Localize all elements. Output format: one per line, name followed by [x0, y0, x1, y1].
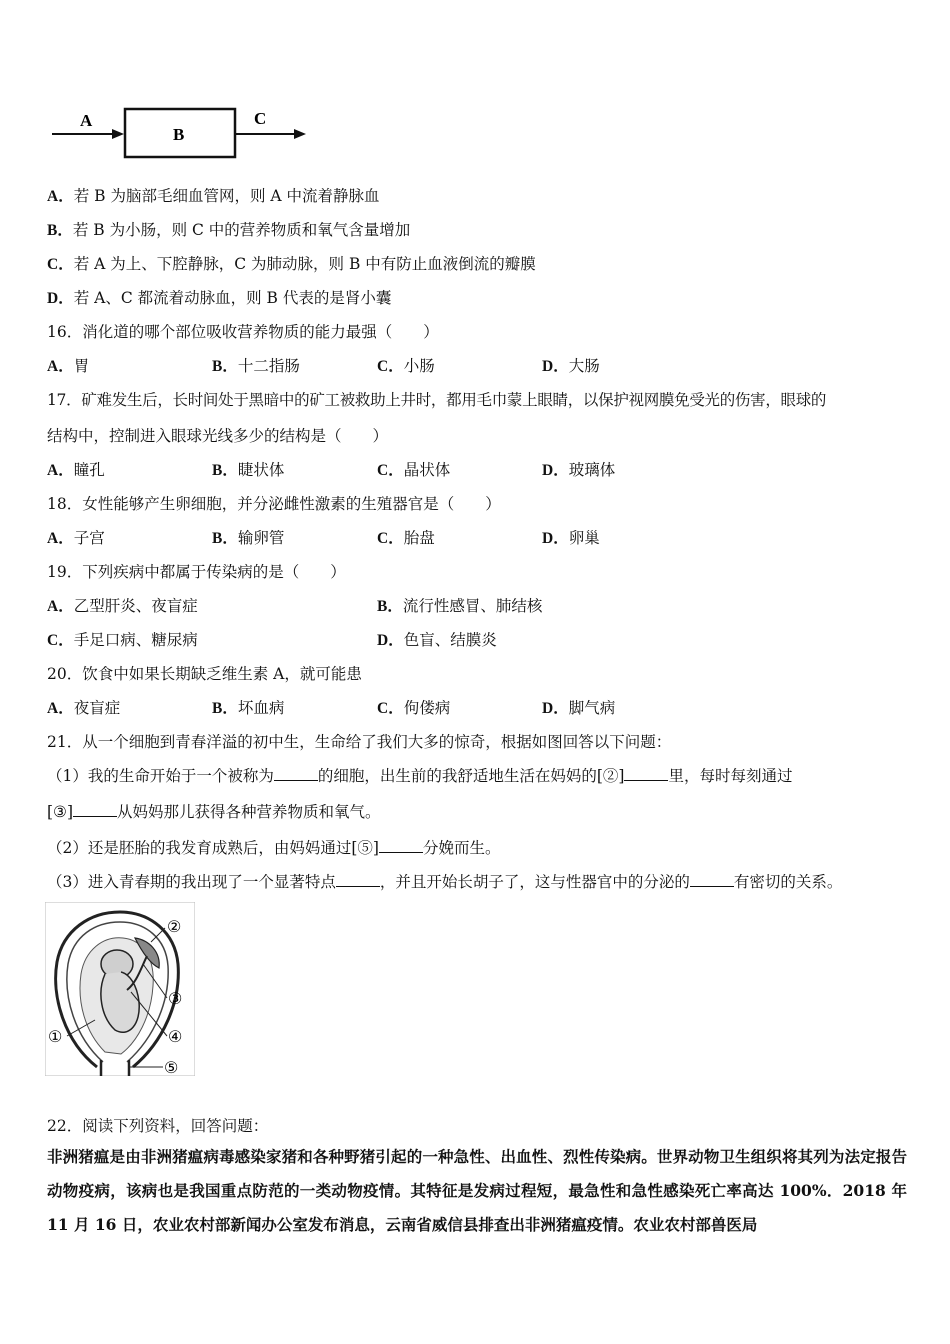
q20-option-c: C．佝偻病 [377, 699, 451, 717]
q17-stem-line1: 17．矿难发生后，长时间处于黑暗中的矿工被救助上井时，都用毛巾蒙上眼睛，以保护视网膜免受光的伤害，眼球的 [47, 391, 827, 409]
q15-option-a: A．若 B 为脑部毛细血管网，则 A 中流着静脉血 [47, 187, 380, 205]
answer-blank[interactable] [73, 802, 117, 817]
q16-option-d: D．大肠 [542, 357, 600, 375]
q21-part1-line2: [③] 从妈妈那儿获得各种营养物质和氧气。 [47, 803, 381, 821]
q20-option-a: A．夜盲症 [47, 699, 121, 717]
q16-option-a: A．胃 [47, 357, 90, 375]
flow-arrowhead-in [112, 129, 124, 139]
q21-stem: 21．从一个细胞到青春洋溢的初中生，生命给了我们大多的惊奇，根据如图回答以下问题： [47, 733, 672, 751]
figure-label-5: ⑤ [164, 1058, 179, 1076]
q19-option-a: A．乙型肝炎、夜盲症 [47, 597, 198, 615]
q18-option-d: D．卵巢 [542, 529, 600, 547]
q18-option-b: B．输卵管 [212, 529, 285, 547]
q22-passage: 非洲猪瘟是由非洲猪瘟病毒感染家猪和各种野猪引起的一种急性、出血性、烈性传染病。世界动物卫生组织将其列为法定报告动物疫病，该病也是我国重点防范的一类动物疫情。其特征是发病过程短，最急性和急性感染死亡率高达 100%．2018 年 11 月 16 日，农业农村部新闻办公室发布消息，云南省威信县排查出非洲猪瘟疫情。农业农村部兽医局 [47, 1147, 907, 1234]
q17-option-a: A．瞳孔 [47, 461, 105, 479]
answer-blank[interactable] [336, 872, 380, 887]
answer-blank[interactable] [274, 766, 318, 781]
fetus-uterus-figure [45, 902, 195, 1076]
q17-option-b: B．睫状体 [212, 461, 285, 479]
q21-part1-line1: （1）我的生命开始于一个被称为 的细胞，出生前的我舒适地生活在妈妈的[②] 里，每时每刻通过 [47, 767, 793, 785]
answer-blank[interactable] [690, 872, 734, 887]
q16-stem: 16．消化道的哪个部位吸收营养物质的能力最强（ ） [47, 323, 439, 341]
q20-option-d: D．脚气病 [542, 699, 616, 717]
q15-option-b: B．若 B 为小肠，则 C 中的营养物质和氧气含量增加 [47, 221, 411, 239]
flow-label-a: A [80, 111, 93, 130]
q22-stem: 22．阅读下列资料，回答问题： [47, 1117, 269, 1135]
figure-label-3: ③ [168, 989, 183, 1008]
figure-label-2: ② [167, 917, 182, 936]
flow-label-b: B [173, 125, 185, 144]
flow-label-c: C [254, 109, 267, 128]
answer-blank[interactable] [379, 838, 423, 853]
q21-part2: （2）还是胚胎的我发育成熟后，由妈妈通过[⑤] 分娩而生。 [47, 839, 501, 857]
figure-label-4: ④ [168, 1027, 183, 1046]
q20-stem: 20．饮食中如果长期缺乏维生素 A，就可能患 [47, 665, 362, 683]
q19-option-b: B．流行性感冒、肺结核 [377, 597, 543, 615]
q19-option-d: D．色盲、结膜炎 [377, 631, 497, 649]
flow-arrowhead-out [294, 129, 306, 139]
q17-stem-line2: 结构中，控制进入眼球光线多少的结构是（ ） [47, 427, 389, 445]
q21-part3: （3）进入青春期的我出现了一个显著特点 ，并且开始长胡子了，这与性器官中的分泌的 有密切的关系。 [47, 873, 843, 891]
q17-option-d: D．玻璃体 [542, 461, 616, 479]
q16-option-b: B．十二指肠 [212, 357, 300, 375]
q15-option-d: D．若 A、C 都流着动脉血，则 B 代表的是肾小囊 [47, 289, 392, 307]
q18-stem: 18．女性能够产生卵细胞，并分泌雌性激素的生殖器官是（ ） [47, 495, 501, 513]
q15-option-c: C．若 A 为上、下腔静脉，C 为肺动脉，则 B 中有防止血液倒流的瓣膜 [47, 255, 536, 273]
q16-option-c: C．小肠 [377, 357, 435, 375]
q20-option-b: B．坏血病 [212, 699, 285, 717]
q19-stem: 19．下列疾病中都属于传染病的是（ ） [47, 563, 346, 581]
answer-blank[interactable] [624, 766, 668, 781]
q19-option-c: C．手足口病、糖尿病 [47, 631, 198, 649]
q18-option-a: A．子宫 [47, 529, 105, 547]
flow-diagram [50, 100, 310, 162]
figure-label-1: ① [48, 1027, 63, 1046]
q18-option-c: C．胎盘 [377, 529, 435, 547]
q17-option-c: C．晶状体 [377, 461, 451, 479]
